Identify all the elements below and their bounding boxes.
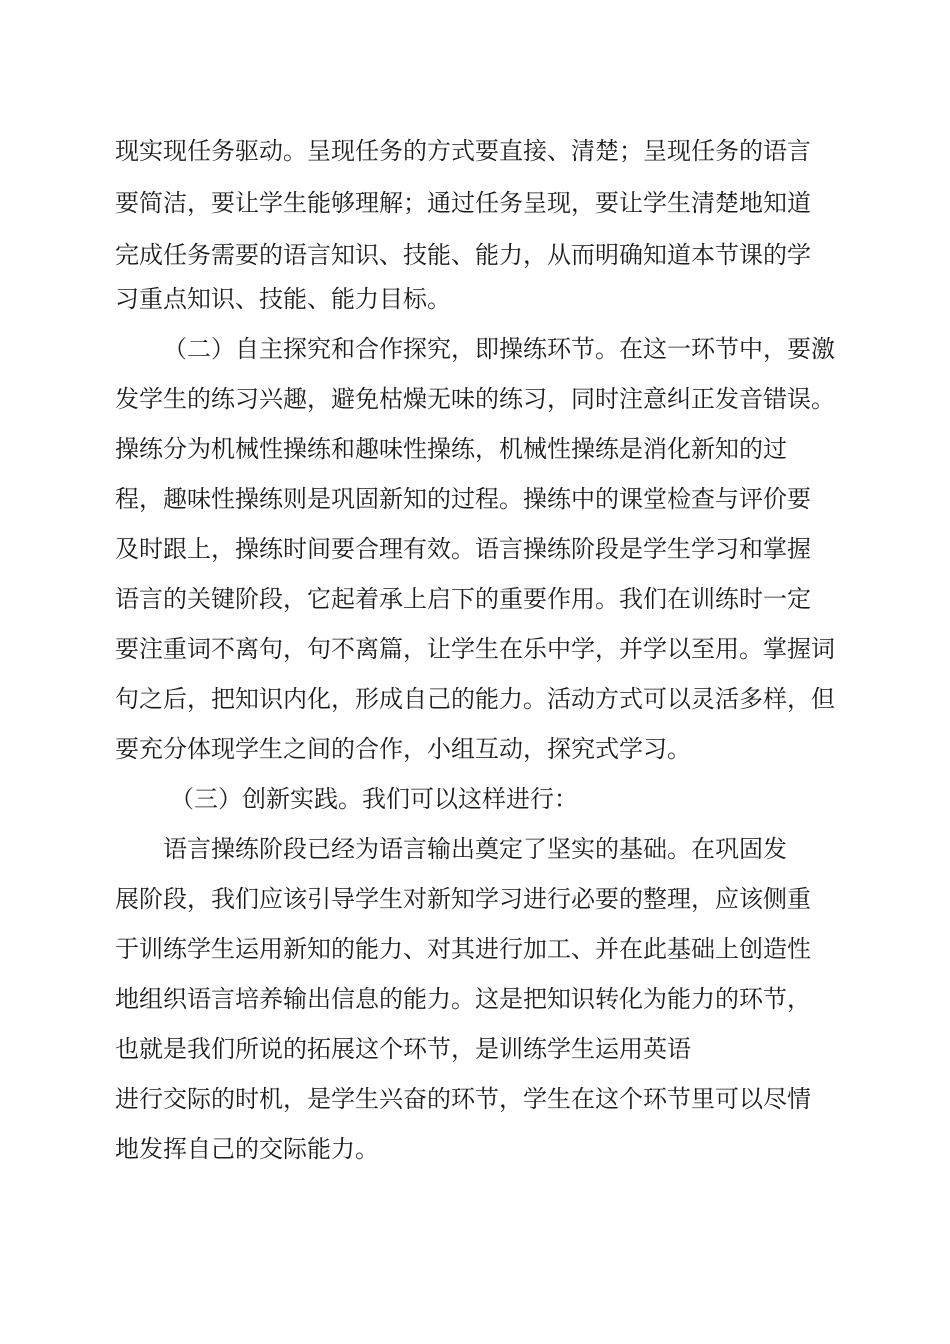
text-line: 现实现任务驱动。呈现任务的方式要直接、清楚；呈现任务的语言 — [115, 137, 811, 165]
text-line: 要简洁，要让学生能够理解；通过任务呈现，要让学生清楚地知道 — [115, 189, 811, 217]
text-line: 及时跟上，操练时间要合理有效。语言操练阶段是学生学习和掌握 — [115, 535, 811, 563]
text-line: 句之后，把知识内化，形成自己的能力。活动方式可以灵活多样，但 — [115, 685, 835, 713]
text-line: 发学生的练习兴趣，避免枯燥无味的练习，同时注意纠正发音错误。 — [115, 385, 835, 413]
text-line: 展阶段，我们应该引导学生对新知学习进行必要的整理，应该侧重 — [115, 885, 811, 913]
text-line: 完成任务需要的语言知识、技能、能力，从而明确知道本节课的学 — [115, 241, 811, 269]
text-line: 程，趣味性操练则是巩固新知的过程。操练中的课堂检查与评价要 — [115, 485, 811, 513]
text-line: 要注重词不离句，句不离篇，让学生在乐中学，并学以至用。掌握词 — [115, 635, 835, 663]
text-line: 操练分为机械性操练和趣味性操练，机械性操练是消化新知的过 — [115, 435, 787, 463]
text-line: 进行交际的时机，是学生兴奋的环节，学生在这个环节里可以尽情 — [115, 1085, 811, 1113]
text-line: 地发挥自己的交际能力。 — [115, 1135, 379, 1163]
text-line: 也就是我们所说的拓展这个环节，是训练学生运用英语 — [115, 1035, 691, 1063]
text-line: 地组织语言培养输出信息的能力。这是把知识转化为能力的环节， — [115, 985, 811, 1013]
paragraph-heading-3: （三）创新实践。我们可以这样进行： — [170, 785, 578, 813]
text-line: 习重点知识、技能、能力目标。 — [115, 285, 451, 313]
paragraph-heading-2: （二）自主探究和合作探究，即操练环节。在这一环节中，要激 — [163, 335, 835, 363]
text-line: 要充分体现学生之间的合作，小组互动，探究式学习。 — [115, 735, 691, 763]
text-line: 语言的关键阶段，它起着承上启下的重要作用。我们在训练时一定 — [115, 585, 811, 613]
text-line: 语言操练阶段已经为语言输出奠定了坚实的基础。在巩固发 — [163, 835, 787, 863]
text-line: 于训练学生运用新知的能力、对其进行加工、并在此基础上创造性 — [115, 935, 811, 963]
